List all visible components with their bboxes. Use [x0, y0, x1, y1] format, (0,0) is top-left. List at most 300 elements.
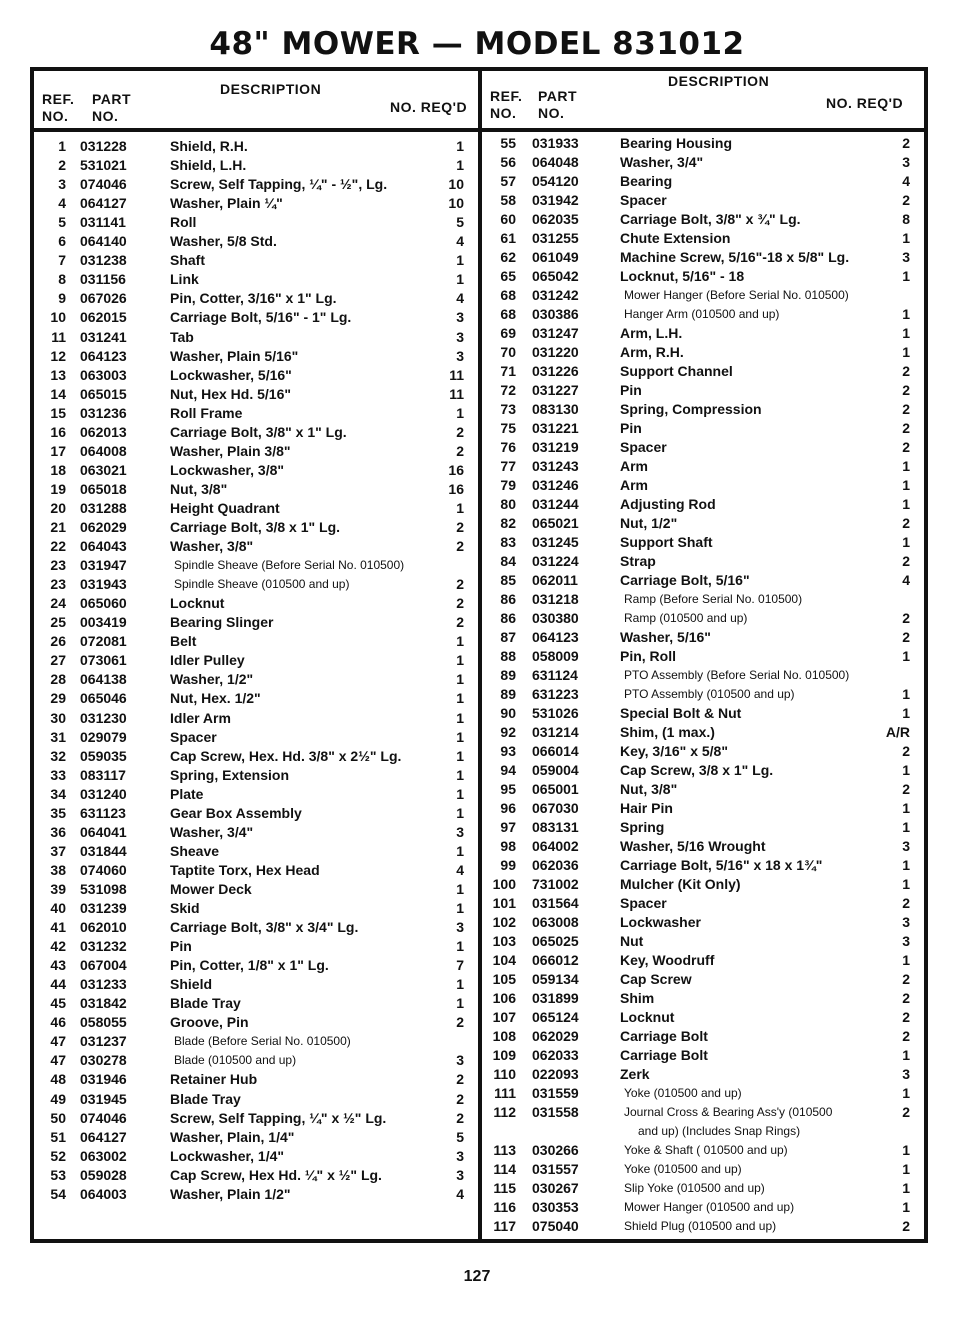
part-number: 031246 [532, 477, 579, 493]
part-description: Washer, 5/8 Std. [170, 233, 277, 250]
part-number: 064043 [80, 538, 127, 555]
part-number: 030278 [80, 1052, 127, 1069]
quantity-required: 1 [902, 857, 910, 873]
part-description: Washer, 5/16" [620, 629, 711, 645]
part-number: 031241 [80, 328, 127, 345]
part-number: 059004 [532, 762, 579, 778]
part-number: 062033 [532, 1047, 579, 1063]
part-description: Shield, R.H. [170, 138, 248, 154]
table-row [36, 480, 476, 499]
part-number: 031240 [80, 785, 127, 802]
quantity-required: 4 [456, 1185, 464, 1202]
table-row [484, 951, 924, 970]
part-number: 083131 [532, 819, 579, 835]
part-description: Height Quadrant [170, 499, 280, 516]
table-row [484, 913, 924, 932]
quantity-required: 2 [456, 423, 464, 440]
quantity-required: 1 [902, 325, 910, 341]
part-description: Roll Frame [170, 404, 243, 421]
part-number: 031255 [532, 230, 579, 246]
part-description: Spring, Compression [620, 401, 762, 417]
table-row [36, 918, 476, 937]
part-number: 064127 [80, 195, 127, 212]
part-number: 067030 [532, 800, 579, 816]
quantity-required: 2 [456, 1071, 464, 1088]
ref-number: 1 [58, 138, 66, 154]
part-number: 031214 [532, 724, 579, 740]
table-row [36, 156, 476, 175]
table-row [36, 442, 476, 461]
left-description-header: DESCRIPTION [220, 81, 322, 97]
part-number: 065001 [532, 781, 579, 797]
part-description: Screw, Self Tapping, ¼" - ½", Lg. [170, 176, 388, 193]
ref-number: 7 [58, 252, 66, 269]
ref-number: 98 [500, 838, 516, 854]
ref-number: 49 [50, 1090, 66, 1107]
ref-number: 31 [50, 728, 66, 745]
table-row [484, 875, 924, 894]
quantity-required: 3 [456, 328, 464, 345]
part-number: 073061 [80, 652, 127, 669]
table-row [484, 742, 924, 761]
table-row [484, 780, 924, 799]
ref-number: 80 [500, 496, 516, 512]
table-row [484, 343, 924, 362]
ref-number: 88 [500, 648, 516, 664]
table-row [36, 137, 476, 156]
part-number: 064123 [80, 347, 127, 364]
quantity-required: 1 [902, 1180, 910, 1196]
column-divider [478, 67, 482, 1243]
part-number: 031237 [80, 1033, 127, 1050]
part-number: 066014 [532, 743, 579, 759]
part-number: 631124 [532, 667, 578, 683]
quantity-required: 3 [456, 347, 464, 364]
table-row [484, 1141, 924, 1160]
part-number: 064138 [80, 671, 127, 688]
table-row [36, 651, 476, 670]
table-row [36, 1185, 476, 1204]
table-row [36, 689, 476, 708]
quantity-required: 2 [902, 192, 910, 208]
part-number: 065021 [532, 515, 579, 531]
right-description-header: DESCRIPTION [668, 73, 770, 89]
quantity-required: 1 [902, 344, 910, 360]
table-row [36, 975, 476, 994]
table-row [484, 799, 924, 818]
quantity-required: 1 [902, 1142, 910, 1158]
quantity-required: 2 [902, 401, 910, 417]
ref-number: 55 [500, 135, 516, 151]
part-number: 064048 [532, 154, 579, 170]
ref-number: 73 [500, 401, 516, 417]
part-description: Blade (010500 and up) [174, 1053, 297, 1068]
part-description: Hanger Arm (010500 and up) [624, 307, 780, 321]
part-description: Zerk [620, 1066, 650, 1082]
table-row [484, 989, 924, 1008]
ref-number: 54 [50, 1185, 66, 1202]
part-description: Cap Screw, Hex. Hd. 3/8" x 2½" Lg. [170, 747, 402, 764]
part-description: Spindle Sheave (010500 and up) [174, 577, 350, 592]
ref-number: 44 [50, 976, 66, 993]
part-description: Blade Tray [170, 995, 241, 1012]
table-row [36, 747, 476, 766]
table-row [36, 251, 476, 270]
part-description: Carriage Bolt, 3/8 x 1" Lg. [170, 519, 341, 535]
ref-number: 47 [50, 1033, 66, 1050]
part-number: 031842 [80, 995, 127, 1012]
quantity-required: 5 [456, 1128, 464, 1145]
part-number: 063008 [532, 914, 579, 930]
table-row [484, 362, 924, 381]
right-qty-header: NO. REQ'D [826, 95, 904, 111]
part-number: 074046 [80, 176, 127, 193]
part-description: Spindle Sheave (Before Serial No. 010500) [174, 558, 405, 573]
table-row [36, 956, 476, 975]
part-description: Spacer [620, 895, 667, 911]
part-description: Roll [170, 214, 197, 231]
part-number: 072081 [80, 633, 127, 650]
part-description: Carriage Bolt, 3/8" x ¾" Lg. [620, 211, 801, 227]
part-number: 065124 [532, 1009, 579, 1025]
part-description: Idler Arm [170, 709, 231, 726]
part-number: 031946 [80, 1071, 127, 1088]
ref-number: 2 [58, 157, 66, 174]
part-number: 062011 [532, 572, 578, 588]
part-description: Cap Screw [620, 971, 692, 987]
ref-number: 94 [500, 762, 516, 778]
ref-number: 48 [50, 1071, 66, 1088]
part-number: 031564 [532, 895, 579, 911]
ref-number: 99 [500, 857, 516, 873]
quantity-required: 1 [902, 686, 910, 702]
table-row [36, 404, 476, 423]
table-row [36, 785, 476, 804]
ref-number: 111 [494, 1085, 516, 1101]
quantity-required: 2 [902, 553, 910, 569]
ref-number: 26 [50, 633, 66, 650]
quantity-required: 1 [456, 880, 464, 897]
part-number: 031220 [532, 344, 579, 360]
ref-number: 84 [500, 553, 516, 569]
table-row [484, 1008, 924, 1027]
table-row [484, 229, 924, 248]
ref-number: 10 [50, 309, 66, 326]
ref-number: 108 [492, 1028, 516, 1044]
part-number: 031242 [532, 287, 579, 303]
part-number: 065046 [80, 690, 127, 707]
table-row [484, 1198, 924, 1217]
table-row [484, 419, 924, 438]
part-description: Pin [620, 420, 642, 436]
part-number: 031230 [80, 709, 127, 726]
table-row [484, 248, 924, 267]
quantity-required: 3 [902, 838, 910, 854]
ref-number: 36 [50, 823, 66, 840]
table-row [36, 594, 476, 613]
ref-number: 104 [492, 952, 516, 968]
ref-number: 117 [493, 1218, 516, 1234]
table-row [484, 704, 924, 723]
ref-number: 68 [500, 306, 516, 322]
quantity-required: 1 [902, 762, 910, 778]
quantity-required: 2 [902, 743, 910, 759]
ref-number: 101 [492, 895, 516, 911]
quantity-required: 5 [456, 214, 464, 231]
table-row [36, 728, 476, 747]
quantity-required: 2 [456, 576, 464, 593]
table-row [36, 461, 476, 480]
part-description: Shield [170, 976, 213, 993]
ref-number: 87 [500, 629, 516, 645]
quantity-required: 3 [456, 309, 464, 326]
part-description: Nut, 3/8" [170, 480, 228, 497]
quantity-required: 3 [456, 1166, 464, 1183]
ref-number: 18 [50, 461, 66, 478]
part-description: and up) (Includes Snap Rings) [638, 1124, 801, 1138]
part-number: 067026 [80, 290, 127, 307]
quantity-required: 1 [456, 252, 464, 269]
ref-number: 95 [500, 781, 516, 797]
part-description: Sheave [170, 842, 220, 859]
quantity-required: 4 [456, 233, 464, 250]
part-number: 067004 [80, 957, 127, 974]
table-row [484, 609, 924, 628]
table-row [484, 172, 924, 191]
table-row [484, 685, 924, 704]
ref-number: 96 [500, 800, 516, 816]
table-row [36, 289, 476, 308]
quantity-required: 2 [456, 538, 464, 555]
part-number: 031227 [532, 382, 579, 398]
part-number: 074046 [80, 1109, 127, 1126]
quantity-required: 1 [456, 499, 464, 516]
ref-number: 71 [500, 363, 516, 379]
part-description: Adjusting Rod [620, 496, 716, 512]
part-description: Gear Box Assembly [170, 804, 302, 821]
ref-number: 19 [50, 480, 66, 497]
table-row [484, 457, 924, 476]
part-number: 031238 [80, 252, 127, 269]
part-number: 031947 [80, 557, 127, 574]
part-number: 022093 [532, 1066, 579, 1082]
quantity-required: 2 [902, 1028, 910, 1044]
part-number: 631223 [532, 686, 579, 702]
part-number: 031236 [80, 404, 127, 421]
part-description: Locknut [620, 1009, 675, 1025]
table-row [36, 575, 476, 594]
part-description: Shield Plug (010500 and up) [624, 1219, 777, 1233]
table-row [484, 267, 924, 286]
ref-number: 37 [50, 842, 66, 859]
table-row [484, 1103, 924, 1122]
quantity-required: 1 [902, 648, 910, 664]
quantity-required: 8 [902, 211, 910, 227]
part-number: 030267 [532, 1180, 579, 1196]
quantity-required: 2 [456, 595, 464, 612]
left-ref-header-2: NO. [42, 108, 69, 124]
ref-number: 56 [500, 154, 516, 170]
part-description: Spring [620, 819, 665, 835]
ref-number: 17 [50, 442, 66, 459]
quantity-required: 1 [456, 671, 464, 688]
right-ref-header-2: NO. [490, 105, 517, 121]
part-number: 031233 [80, 976, 127, 993]
table-row [36, 1090, 476, 1109]
part-description: Pin, Roll [620, 648, 676, 664]
table-row [36, 1070, 476, 1089]
quantity-required: 1 [456, 842, 464, 859]
part-description: Spring, Extension [170, 766, 290, 783]
ref-number: 28 [50, 671, 66, 688]
quantity-required: 2 [902, 420, 910, 436]
table-row [484, 381, 924, 400]
quantity-required: 2 [456, 1014, 464, 1031]
part-number: 058009 [532, 648, 579, 664]
part-number: 062029 [80, 519, 127, 535]
part-description: PTO Assembly (Before Serial No. 010500) [624, 668, 850, 682]
quantity-required: 3 [902, 933, 910, 949]
ref-number: 47 [50, 1052, 66, 1069]
table-row [484, 628, 924, 647]
quantity-required: 1 [456, 900, 464, 916]
ref-number: 107 [492, 1009, 516, 1025]
quantity-required: 2 [902, 629, 910, 645]
ref-number: 23 [50, 557, 66, 574]
ref-number: 41 [50, 919, 66, 936]
part-number: 064127 [80, 1128, 127, 1145]
ref-number: 16 [50, 423, 66, 440]
quantity-required: 2 [456, 614, 464, 631]
part-description: Carriage Bolt, 5/16" [620, 572, 750, 588]
table-row [36, 709, 476, 728]
quantity-required: 1 [456, 747, 464, 764]
part-description: Cap Screw, Hex Hd. ¼" x ½" Lg. [170, 1166, 382, 1183]
part-number: 062035 [532, 211, 579, 227]
quantity-required: 1 [456, 728, 464, 745]
part-number: 059134 [532, 971, 579, 987]
part-number: 031218 [532, 591, 579, 607]
part-description: Belt [170, 633, 197, 650]
part-description: Screw, Self Tapping, ¼" x ½" Lg. [170, 1109, 387, 1126]
quantity-required: 1 [902, 1199, 910, 1215]
right-part-header-1: PART [538, 88, 578, 104]
part-number: 031226 [532, 363, 579, 379]
part-description: Pin, Cotter, 1/8" x 1" Lg. [170, 957, 329, 974]
ref-number: 102 [492, 914, 516, 930]
quantity-required: 3 [902, 249, 910, 265]
part-number: 531021 [80, 157, 127, 174]
ref-number: 113 [493, 1142, 516, 1158]
ref-number: 86 [500, 591, 516, 607]
ref-number: 21 [50, 519, 66, 535]
part-description: Link [170, 271, 199, 288]
part-number: 059028 [80, 1166, 127, 1183]
ref-number: 79 [500, 477, 516, 493]
table-row [36, 1166, 476, 1185]
part-number: 064123 [532, 629, 579, 645]
part-number: 064140 [80, 233, 127, 250]
quantity-required: 1 [902, 268, 910, 284]
part-description: PTO Assembly (010500 and up) [624, 687, 795, 701]
table-row [36, 899, 476, 918]
table-row [36, 556, 476, 575]
table-row [484, 438, 924, 457]
table-row [36, 518, 476, 537]
table-row [36, 1128, 476, 1147]
quantity-required: 2 [456, 519, 464, 535]
part-number: 065015 [80, 385, 127, 402]
part-number: 031899 [532, 990, 579, 1006]
part-description: Spacer [170, 728, 217, 745]
part-number: 065060 [80, 595, 127, 612]
part-description: Mower Deck [170, 880, 252, 897]
part-number: 029079 [80, 728, 127, 745]
ref-number: 4 [58, 195, 66, 212]
part-description: Yoke & Shaft ( 010500 and up) [624, 1143, 788, 1157]
part-description: Pin, Cotter, 3/16" x 1" Lg. [170, 290, 337, 307]
ref-number: 100 [492, 876, 516, 892]
part-description: Arm, R.H. [620, 344, 684, 360]
part-number: 083130 [532, 401, 579, 417]
part-description: Washer, 5/16 Wrought [620, 838, 766, 854]
left-qty-header: NO. REQ'D [390, 99, 468, 115]
table-row [484, 1179, 924, 1198]
part-description: Machine Screw, 5/16"-18 x 5/8" Lg. [620, 249, 850, 265]
part-description: Washer, Plain, 1/4" [170, 1128, 295, 1145]
ref-number: 90 [500, 705, 516, 721]
part-description: Washer, 3/4" [170, 823, 254, 840]
quantity-required: 3 [902, 1066, 910, 1082]
part-description: Mower Hanger (Before Serial No. 010500) [624, 288, 849, 302]
part-number: 031933 [532, 135, 579, 151]
quantity-required: 1 [902, 306, 910, 322]
part-description: Mulcher (Kit Only) [620, 876, 741, 892]
table-row [484, 1217, 924, 1236]
part-description: Carriage Bolt [620, 1028, 708, 1044]
table-row [36, 308, 476, 327]
ref-number: 62 [500, 249, 516, 265]
quantity-required: 2 [902, 1104, 910, 1120]
table-row [484, 1046, 924, 1065]
ref-number: 103 [492, 933, 516, 949]
table-row [484, 533, 924, 552]
table-row [484, 153, 924, 172]
part-number: 063003 [80, 366, 127, 383]
part-description: Key, Woodruff [620, 952, 715, 968]
part-number: 063002 [80, 1147, 127, 1164]
ref-number: 53 [50, 1166, 66, 1183]
quantity-required: 2 [902, 1009, 910, 1025]
part-description: Support Channel [620, 363, 733, 379]
part-number: 063021 [80, 461, 127, 478]
part-description: Washer, Plain 3/8" [170, 442, 291, 459]
part-description: Pin [620, 382, 642, 398]
part-number: 031942 [532, 192, 579, 208]
part-description: Arm [620, 477, 649, 493]
table-row [484, 191, 924, 210]
part-description: Locknut [170, 595, 225, 612]
quantity-required: 3 [902, 154, 910, 170]
table-row [36, 347, 476, 366]
quantity-required: 1 [456, 652, 464, 669]
table-row [484, 476, 924, 495]
ref-number: 57 [500, 173, 516, 189]
part-number: 031239 [80, 900, 127, 916]
ref-number: 110 [493, 1066, 516, 1082]
table-row [484, 1160, 924, 1179]
left-header-rule [34, 128, 478, 132]
